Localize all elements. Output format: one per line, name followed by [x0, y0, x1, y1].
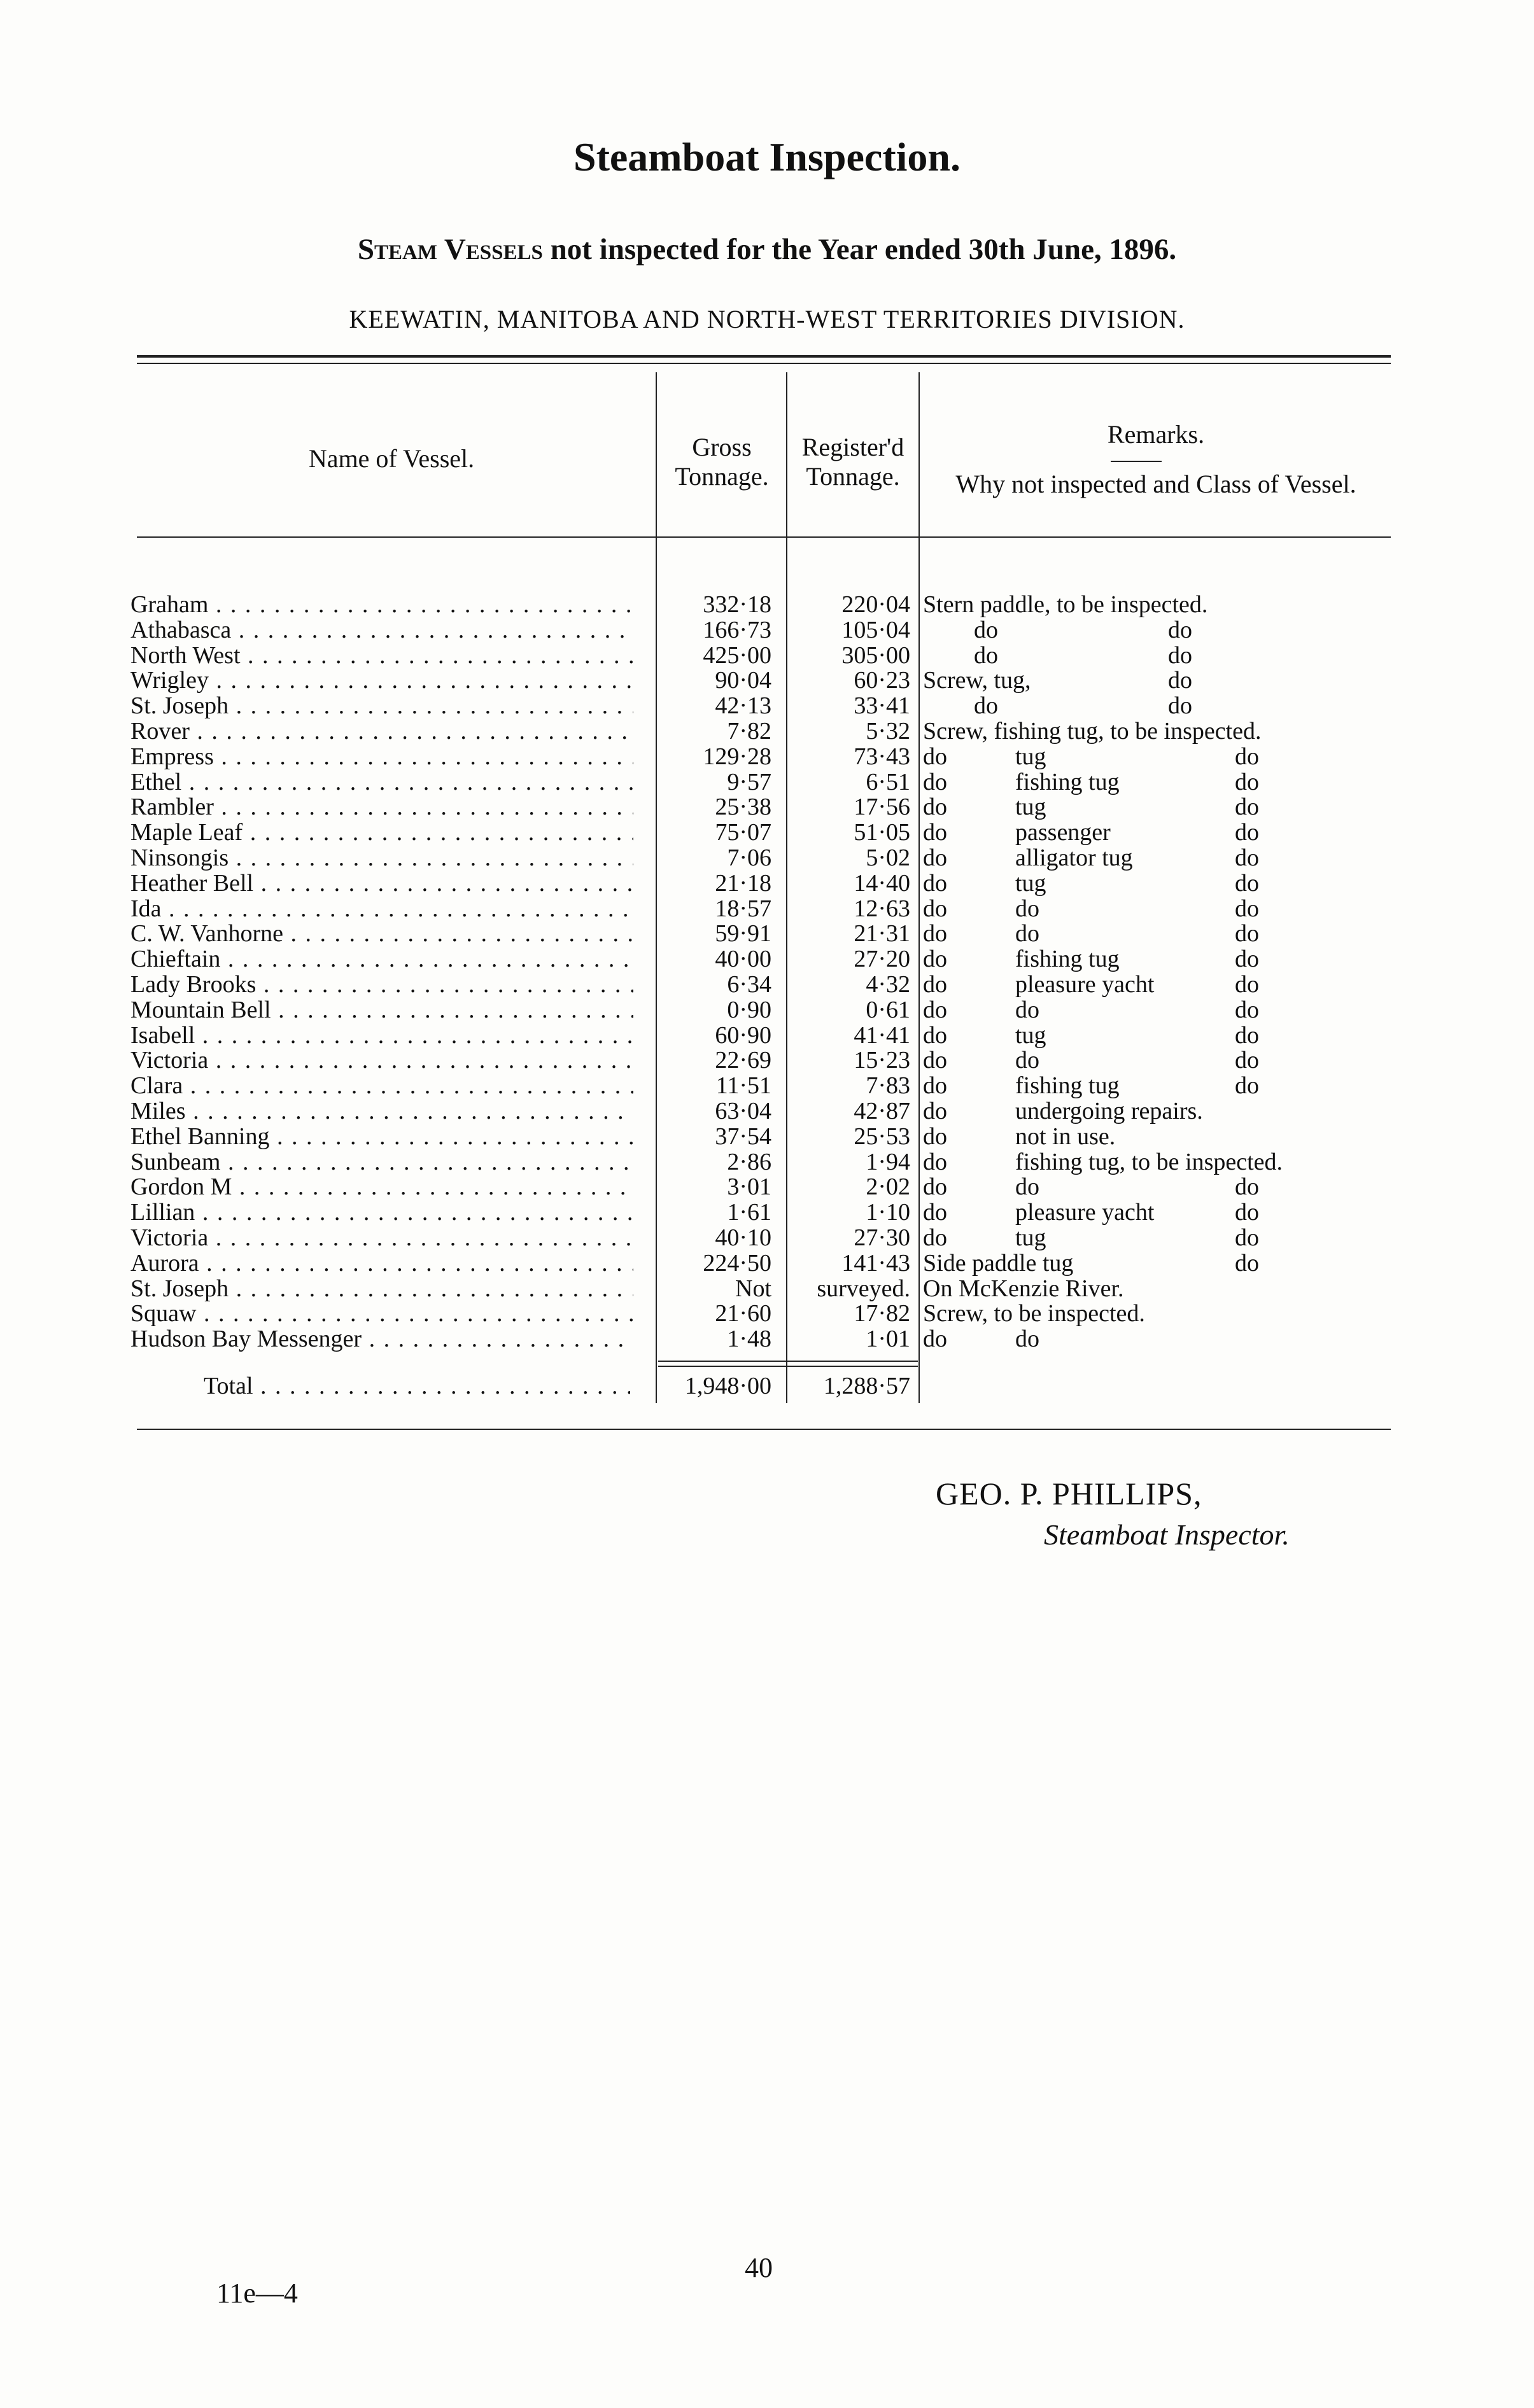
table-row [0, 845, 1534, 871]
gross-tonnage: 25·38 [715, 794, 771, 821]
gross-tonnage: 0·90 [727, 996, 771, 1023]
gross-tonnage: 332·18 [703, 591, 771, 618]
gross-tonnage: 21·60 [715, 1300, 771, 1327]
table-row [0, 1276, 1534, 1301]
remark-col3: do [1235, 1199, 1259, 1226]
remark-col1: do [923, 895, 947, 922]
remark-col3: do [1235, 794, 1259, 821]
table-row [0, 871, 1534, 896]
table-row [0, 1301, 1534, 1326]
remark-col3: do [1235, 768, 1259, 795]
gross-tonnage: 7·06 [727, 844, 771, 871]
remark-col1: Screw, tug, [923, 667, 1031, 694]
remark-col3: do [1235, 996, 1259, 1023]
table-top-rule [137, 355, 1391, 358]
remark-col3: do [1235, 1072, 1259, 1100]
vessel-name: Isabell . . . [130, 1023, 633, 1048]
vessel-name: Ida . . . [130, 896, 633, 921]
table-row [0, 668, 1534, 693]
remark-col3: do [1235, 1021, 1259, 1049]
table-row [0, 592, 1534, 617]
header-bottom-rule [137, 536, 1391, 538]
table-row [0, 693, 1534, 718]
registered-tonnage: 27·20 [854, 946, 910, 973]
table-row [0, 1047, 1534, 1073]
table-row [0, 744, 1534, 769]
vessel-name: Athabasca . . . [130, 617, 633, 643]
gross-tonnage: 37·54 [715, 1123, 771, 1150]
remark-col2: do [1015, 895, 1039, 922]
registered-tonnage: 17·82 [854, 1300, 910, 1327]
total-gross: 1,948·00 [684, 1373, 771, 1399]
table-top-rule-thin [137, 363, 1391, 364]
remark-col1: do [974, 616, 998, 643]
table-row [0, 794, 1534, 820]
remark-col2: fishing tug [1015, 1072, 1120, 1100]
gross-tonnage: 7·82 [727, 718, 771, 745]
table-row [0, 718, 1534, 744]
remark-col2: pleasure yacht [1015, 971, 1155, 998]
sheet-code: 11e—4 [216, 2278, 298, 2309]
registered-tonnage: 1·10 [866, 1199, 910, 1226]
remark-col1: do [923, 819, 947, 846]
registered-tonnage: 105·04 [841, 616, 910, 643]
vessel-name: St. Joseph . . . [130, 1276, 633, 1301]
remark-col1: do [923, 1047, 947, 1074]
remark-col1: do [923, 946, 947, 973]
gross-tonnage: 224·50 [703, 1249, 771, 1277]
vessel-name: C. W. Vanhorne . . . [130, 921, 633, 946]
table-row [0, 820, 1534, 845]
vessel-name: Sunbeam . . . [130, 1149, 633, 1175]
table-row [0, 1225, 1534, 1250]
column-header-registered [788, 433, 918, 491]
total-registered: 1,288·57 [823, 1373, 910, 1399]
gross-tonnage: 90·04 [715, 667, 771, 694]
vessel-name: Chieftain . . . [130, 946, 633, 972]
remark-col2: fishing tug [1015, 768, 1120, 795]
registered-tonnage: 220·04 [841, 591, 910, 618]
vessel-name: Lady Brooks . . . [130, 972, 633, 997]
signature-title: Steamboat Inspector. [1044, 1518, 1290, 1551]
remark-col2: tug [1015, 1021, 1046, 1049]
gross-tonnage: 42·13 [715, 692, 771, 720]
registered-tonnage: 17·56 [854, 794, 910, 821]
remark-col2: alligator tug [1015, 844, 1133, 871]
table-row [0, 1174, 1534, 1200]
gross-tonnage: 1·61 [727, 1199, 771, 1226]
vessel-name: Miles . . . [130, 1098, 633, 1124]
vessel-name: Squaw . . . [130, 1301, 633, 1326]
table-row [0, 643, 1534, 668]
table-row [0, 1326, 1534, 1352]
remark-col3: do [1235, 1047, 1259, 1074]
vessel-name: St. Joseph . . . [130, 693, 633, 718]
gross-tonnage: 59·91 [715, 920, 771, 948]
registered-tonnage: 5·02 [866, 844, 910, 871]
gross-tonnage: 3·01 [727, 1173, 771, 1201]
remark-col2: do [1168, 641, 1192, 669]
signature-name: GEO. P. PHILLIPS, [936, 1476, 1202, 1511]
registered-tonnage: 27·30 [854, 1224, 910, 1251]
remark-col2: fishing tug, to be inspected. [1015, 1148, 1283, 1175]
remark-col1: do [923, 1148, 947, 1175]
remark-col2: tug [1015, 869, 1046, 897]
registered-tonnage: surveyed. [817, 1275, 910, 1302]
remark-col1: do [923, 869, 947, 897]
remark-col2: pleasure yacht [1015, 1199, 1155, 1226]
vessel-name: Lillian . . . [130, 1200, 633, 1225]
vessel-name: Gordon M . . . [130, 1174, 633, 1200]
gross-tonnage: 166·73 [703, 616, 771, 643]
registered-tonnage: 41·41 [854, 1021, 910, 1049]
remark-col1: do [923, 971, 947, 998]
vessel-name: Heather Bell . . . [130, 871, 633, 896]
vessel-name: Aurora . . . [130, 1250, 633, 1276]
registered-tonnage: 33·41 [854, 692, 910, 720]
gross-tonnage: 40·10 [715, 1224, 771, 1251]
table-row [0, 972, 1534, 997]
subtitle-smallcaps: Steam Vessels [357, 233, 543, 266]
remark-col1: Side paddle tug [923, 1249, 1074, 1277]
table-row [0, 1200, 1534, 1225]
table-row [0, 769, 1534, 795]
registered-tonnage: 15·23 [854, 1047, 910, 1074]
remark-col1: Stern paddle, to be inspected. [923, 591, 1208, 618]
gross-tonnage: 1·48 [727, 1326, 771, 1353]
gross-tonnage: 18·57 [715, 895, 771, 922]
gross-header-line1: Gross [692, 433, 752, 461]
remark-col1: Screw, fishing tug, to be inspected. [923, 718, 1262, 745]
registered-tonnage: 51·05 [854, 819, 910, 846]
table-row [0, 1124, 1534, 1149]
vessel-name: Hudson Bay Messenger . . . [130, 1326, 633, 1352]
registered-tonnage: 141·43 [841, 1249, 910, 1277]
table-row [0, 1098, 1534, 1124]
remark-col2: fishing tug [1015, 946, 1120, 973]
remark-col1: do [923, 794, 947, 821]
division-heading: KEEWATIN, MANITOBA AND NORTH-WEST TERRITORIES DIVISION. [349, 305, 1185, 333]
column-header-gross [658, 433, 785, 491]
remark-col1: do [923, 1326, 947, 1353]
gross-tonnage: 2·86 [727, 1148, 771, 1175]
gross-tonnage: 425·00 [703, 641, 771, 669]
column-header-name: Name of Vessel. [308, 444, 475, 473]
gross-tonnage: 40·00 [715, 946, 771, 973]
registered-tonnage: 42·87 [854, 1098, 910, 1124]
remark-col2: tug [1015, 794, 1046, 821]
remark-col2: do [1015, 920, 1039, 948]
table-row [0, 1023, 1534, 1048]
vessel-name: Ninsongis . . . [130, 845, 633, 871]
remarks-divider [1111, 461, 1162, 462]
remark-col1: do [923, 1173, 947, 1201]
remark-col1: do [974, 692, 998, 720]
table-row [0, 1073, 1534, 1098]
report-subtitle [0, 232, 1534, 267]
vessel-name: Mountain Bell . . . [130, 997, 633, 1023]
remark-col2: tug [1015, 1224, 1046, 1251]
remark-col1: do [923, 1199, 947, 1226]
gross-tonnage: 22·69 [715, 1047, 771, 1074]
remark-col1: Screw, to be inspected. [923, 1300, 1145, 1327]
reg-header-line1: Register'd [801, 433, 904, 461]
subtitle-text: not inspected for the Year ended 30th June, 1896. [550, 233, 1177, 266]
vessel-name: Victoria . . . [130, 1225, 633, 1250]
registered-tonnage: 2·02 [866, 1173, 910, 1201]
remark-col1: do [923, 920, 947, 948]
remark-col2: do [1015, 1173, 1039, 1201]
registered-tonnage: 73·43 [854, 743, 910, 770]
table-bottom-rule [137, 1429, 1391, 1430]
remark-col3: do [1235, 971, 1259, 998]
registered-tonnage: 25·53 [854, 1123, 910, 1150]
registered-tonnage: 14·40 [854, 869, 910, 897]
remark-col1: do [923, 844, 947, 871]
vessel-name: Rover . . . [130, 718, 633, 744]
table-row [0, 1250, 1534, 1276]
vessel-name: Clara . . . [130, 1073, 633, 1098]
remark-col1: do [923, 768, 947, 795]
total-label: Total . . . [204, 1373, 630, 1399]
remark-col3: do [1235, 819, 1259, 846]
gross-header-line2: Tonnage. [675, 462, 769, 491]
remark-col1: do [923, 1072, 947, 1100]
vessel-name: Ethel Banning . . . [130, 1124, 633, 1149]
table-row [0, 946, 1534, 972]
vessel-name: Wrigley . . . [130, 668, 633, 693]
table-row [0, 896, 1534, 921]
table-row [0, 997, 1534, 1023]
registered-tonnage: 7·83 [866, 1072, 910, 1100]
total-row [0, 1373, 1534, 1399]
remark-col1: do [974, 641, 998, 669]
vessel-name: Empress . . . [130, 744, 633, 769]
registered-tonnage: 5·32 [866, 718, 910, 745]
page-number: 40 [745, 2252, 773, 2283]
column-header-remarks: Remarks. [1107, 420, 1205, 449]
remark-col3: do [1235, 844, 1259, 871]
column-header-remarks-sub: Why not inspected and Class of Vessel. [955, 470, 1356, 498]
gross-tonnage: 9·57 [727, 768, 771, 795]
remark-col1: do [923, 1098, 947, 1124]
totals-rule-2 [658, 1366, 918, 1367]
remark-col3: do [1235, 869, 1259, 897]
gross-tonnage: 11·51 [715, 1072, 771, 1100]
gross-tonnage: 21·18 [715, 869, 771, 897]
registered-tonnage: 1·01 [866, 1326, 910, 1353]
registered-tonnage: 60·23 [854, 667, 910, 694]
remark-col1: do [923, 996, 947, 1023]
vessel-name: Graham . . . [130, 592, 633, 617]
remark-col2: tug [1015, 743, 1046, 770]
gross-tonnage: 63·04 [715, 1098, 771, 1124]
remark-col1: do [923, 1224, 947, 1251]
remark-col3: do [1235, 895, 1259, 922]
remark-col3: do [1235, 1224, 1259, 1251]
remark-col3: do [1235, 1249, 1259, 1277]
remark-col1: On McKenzie River. [923, 1275, 1124, 1302]
gross-tonnage: Not [735, 1275, 771, 1302]
remark-col2: undergoing repairs. [1015, 1098, 1203, 1124]
remark-col3: do [1235, 920, 1259, 948]
remark-col3: do [1235, 743, 1259, 770]
remark-col2: not in use. [1015, 1123, 1116, 1150]
vessel-name: Maple Leaf . . . [130, 820, 633, 845]
vessel-name: North West . . . [130, 643, 633, 668]
gross-tonnage: 6·34 [727, 971, 771, 998]
table-row [0, 617, 1534, 643]
table-row [0, 1149, 1534, 1175]
gross-tonnage: 75·07 [715, 819, 771, 846]
remark-col2: passenger [1015, 819, 1111, 846]
remark-col3: do [1235, 1173, 1259, 1201]
vessel-name: Rambler . . . [130, 794, 633, 820]
registered-tonnage: 1·94 [866, 1148, 910, 1175]
remark-col2: do [1015, 996, 1039, 1023]
remark-col2: do [1168, 616, 1192, 643]
gross-tonnage: 60·90 [715, 1021, 771, 1049]
vessel-name: Victoria . . . [130, 1047, 633, 1073]
vessel-name: Ethel . . . [130, 769, 633, 795]
remark-col1: do [923, 1021, 947, 1049]
registered-tonnage: 4·32 [866, 971, 910, 998]
remark-col2: do [1168, 692, 1192, 720]
remark-col1: do [923, 1123, 947, 1150]
remark-col2: do [1015, 1047, 1039, 1074]
registered-tonnage: 0·61 [866, 996, 910, 1023]
registered-tonnage: 305·00 [841, 641, 910, 669]
remark-col1: do [923, 743, 947, 770]
table-row [0, 921, 1534, 946]
reg-header-line2: Tonnage. [806, 462, 900, 491]
totals-rule [658, 1361, 918, 1362]
registered-tonnage: 21·31 [854, 920, 910, 948]
remark-col2: do [1015, 1326, 1039, 1353]
page-title: Steamboat Inspection. [573, 134, 961, 179]
gross-tonnage: 129·28 [703, 743, 771, 770]
registered-tonnage: 6·51 [866, 768, 910, 795]
registered-tonnage: 12·63 [854, 895, 910, 922]
remark-col2: do [1168, 667, 1192, 694]
remark-col3: do [1235, 946, 1259, 973]
